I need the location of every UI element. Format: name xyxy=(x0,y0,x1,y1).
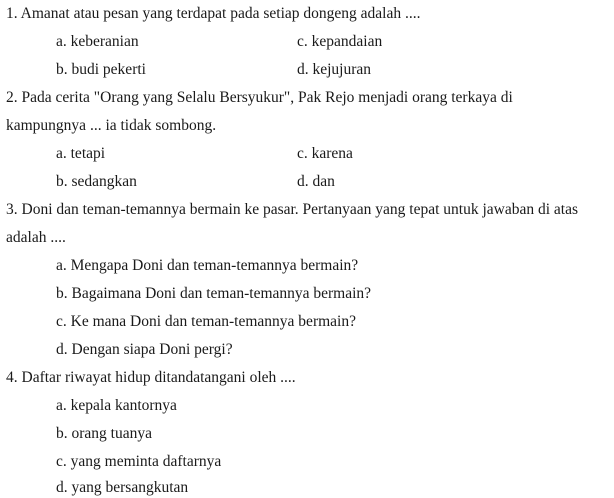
question-4-option-c[interactable]: c. yang meminta daftarnya xyxy=(56,453,222,470)
question-3-text-line-1: 3. Doni dan teman-temannya bermain ke pasar. Pertanyaan yang tepat untuk jawaban di atas xyxy=(6,201,579,218)
question-2-option-d[interactable]: d. dan xyxy=(297,173,335,190)
question-2-option-c[interactable]: c. karena xyxy=(297,145,353,162)
question-1-option-a[interactable]: a. keberanian xyxy=(56,33,139,50)
question-3-text-line-2: adalah .... xyxy=(6,229,66,246)
question-1-text: 1. Amanat atau pesan yang terdapat pada setiap dongeng adalah .... xyxy=(6,5,421,22)
question-1-option-b[interactable]: b. budi pekerti xyxy=(56,61,146,78)
question-3-option-c[interactable]: c. Ke mana Doni dan teman-temannya bermain? xyxy=(56,313,356,330)
question-4-text: 4. Daftar riwayat hidup ditandatangani oleh .... xyxy=(6,369,296,386)
question-3-option-a[interactable]: a. Mengapa Doni dan teman-temannya bermain? xyxy=(56,257,359,274)
question-4-option-b[interactable]: b. orang tuanya xyxy=(56,425,152,442)
question-1-option-d[interactable]: d. kejujuran xyxy=(297,61,372,78)
question-1-option-c[interactable]: c. kepandaian xyxy=(297,33,383,50)
question-4-option-a[interactable]: a. kepala kantornya xyxy=(56,397,177,414)
question-4-option-d[interactable]: d. yang bersangkutan xyxy=(56,479,189,496)
question-2-text-line-2: kampungnya ... ia tidak sombong. xyxy=(6,117,217,134)
question-3-option-b[interactable]: b. Bagaimana Doni dan teman-temannya bermain? xyxy=(56,285,372,302)
question-3-option-d[interactable]: d. Dengan siapa Doni pergi? xyxy=(56,341,233,358)
question-2-option-a[interactable]: a. tetapi xyxy=(56,145,106,162)
question-2-option-b[interactable]: b. sedangkan xyxy=(56,173,137,190)
question-2-text-line-1: 2. Pada cerita "Orang yang Selalu Bersyukur", Pak Rejo menjadi orang terkaya di xyxy=(6,89,513,106)
